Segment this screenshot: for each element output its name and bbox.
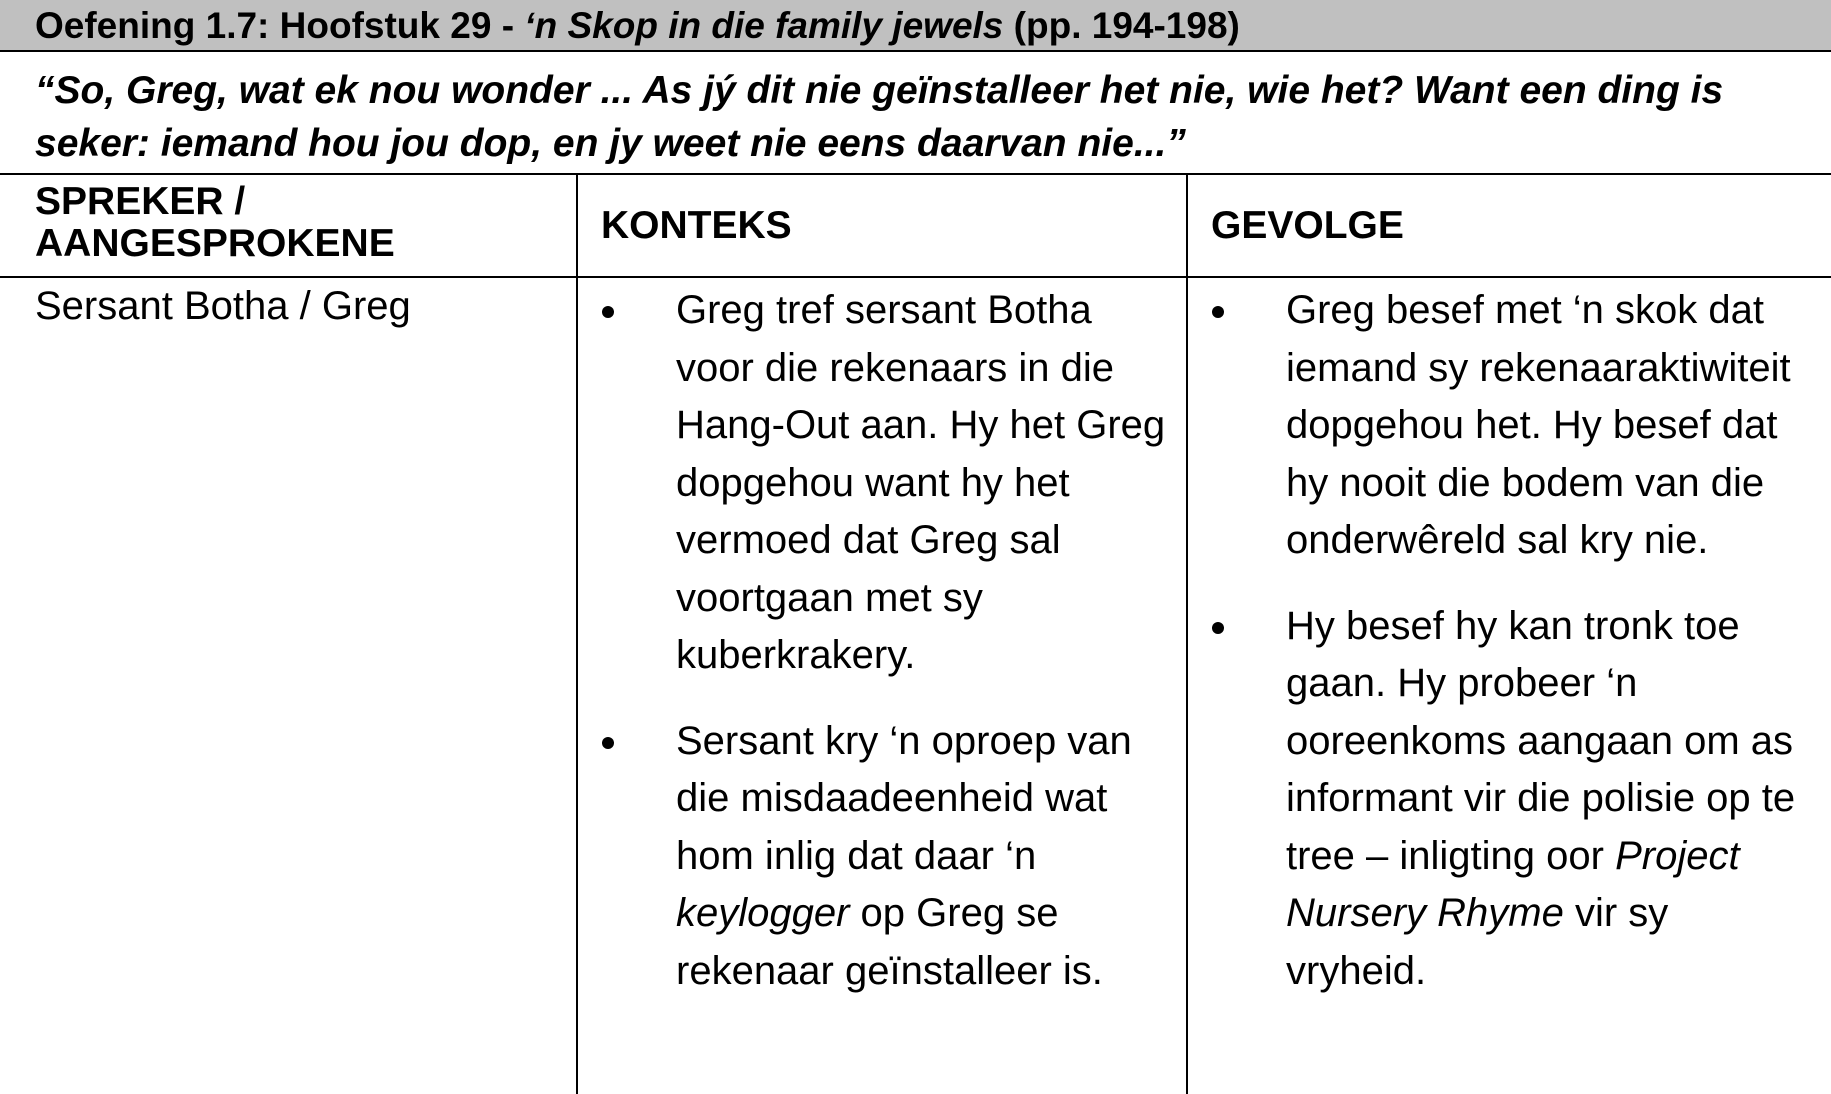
bullet-icon [602, 306, 614, 318]
header-row-divider [0, 276, 1831, 278]
consequence-item-2-emphasis: Project Nursery Rhyme [1286, 833, 1740, 935]
context-item-2-after: op Greg se rekenaar geïnstalleer is. [676, 891, 1103, 993]
list-item [578, 713, 1168, 1001]
list-item [1188, 282, 1818, 570]
consequence-item-1-text: Greg besef met ‘n skok dat iemand sy rekenaaraktiwiteit dopgehou het. Hy besef dat hy nooit die bodem van die onderwêreld sal kry nie. [1286, 288, 1791, 562]
bullet-icon [1212, 306, 1224, 318]
speaker-column-header [35, 181, 395, 265]
list-item [1188, 598, 1818, 1001]
context-item-2-emphasis: keylogger [676, 891, 850, 935]
context-item-1-text: Greg tref sersant Botha voor die rekenaars in die Hang-Out aan. Hy het Greg dopgehou want hy het vermoed dat Greg sal voortgaan met sy kuberkrakery. [676, 288, 1166, 677]
bullet-icon [1212, 622, 1224, 634]
exercise-heading [0, 0, 1831, 52]
speaker-header-line-1: SPREKER / [35, 180, 246, 223]
consequence-item-2-text [1286, 598, 1818, 1001]
consequence-item-2-before: Hy besef hy kan tronk toe gaan. Hy probeer ‘n ooreenkoms aangaan om as informant vir die polisie op te tree – inligting oor [1286, 603, 1796, 878]
speaker-cell: Sersant Botha / Greg [35, 284, 411, 328]
heading-chapter-title: ‘n Skop in die family jewels [524, 5, 1004, 46]
context-list [578, 282, 1168, 1028]
bullet-icon [602, 737, 614, 749]
heading-pages: (pp. 194-198) [1003, 5, 1240, 46]
context-item-2-text [676, 713, 1168, 1001]
context-column-header: KONTEKS [601, 204, 792, 247]
context-item-2-before: Sersant kry ‘n oproep van die misdaadeenheid wat hom inlig dat daar ‘n [676, 718, 1132, 878]
consequence-list [1188, 282, 1818, 1028]
heading-prefix: Oefening 1.7: Hoofstuk 29 - [35, 5, 525, 46]
list-item [578, 282, 1168, 685]
consequence-item-2-after: vir sy vryheid. [1286, 891, 1669, 993]
consequence-column-header: GEVOLGE [1211, 204, 1404, 247]
quote-text: “So, Greg, wat ek nou wonder ... As jý dit nie geïnstalleer het nie, wie het? Want een ding is seker: iemand hou jou dop, en jy weet nie eens daarvan nie...” [0, 52, 1831, 175]
speaker-header-line-2: AANGESPROKENE [35, 222, 395, 265]
